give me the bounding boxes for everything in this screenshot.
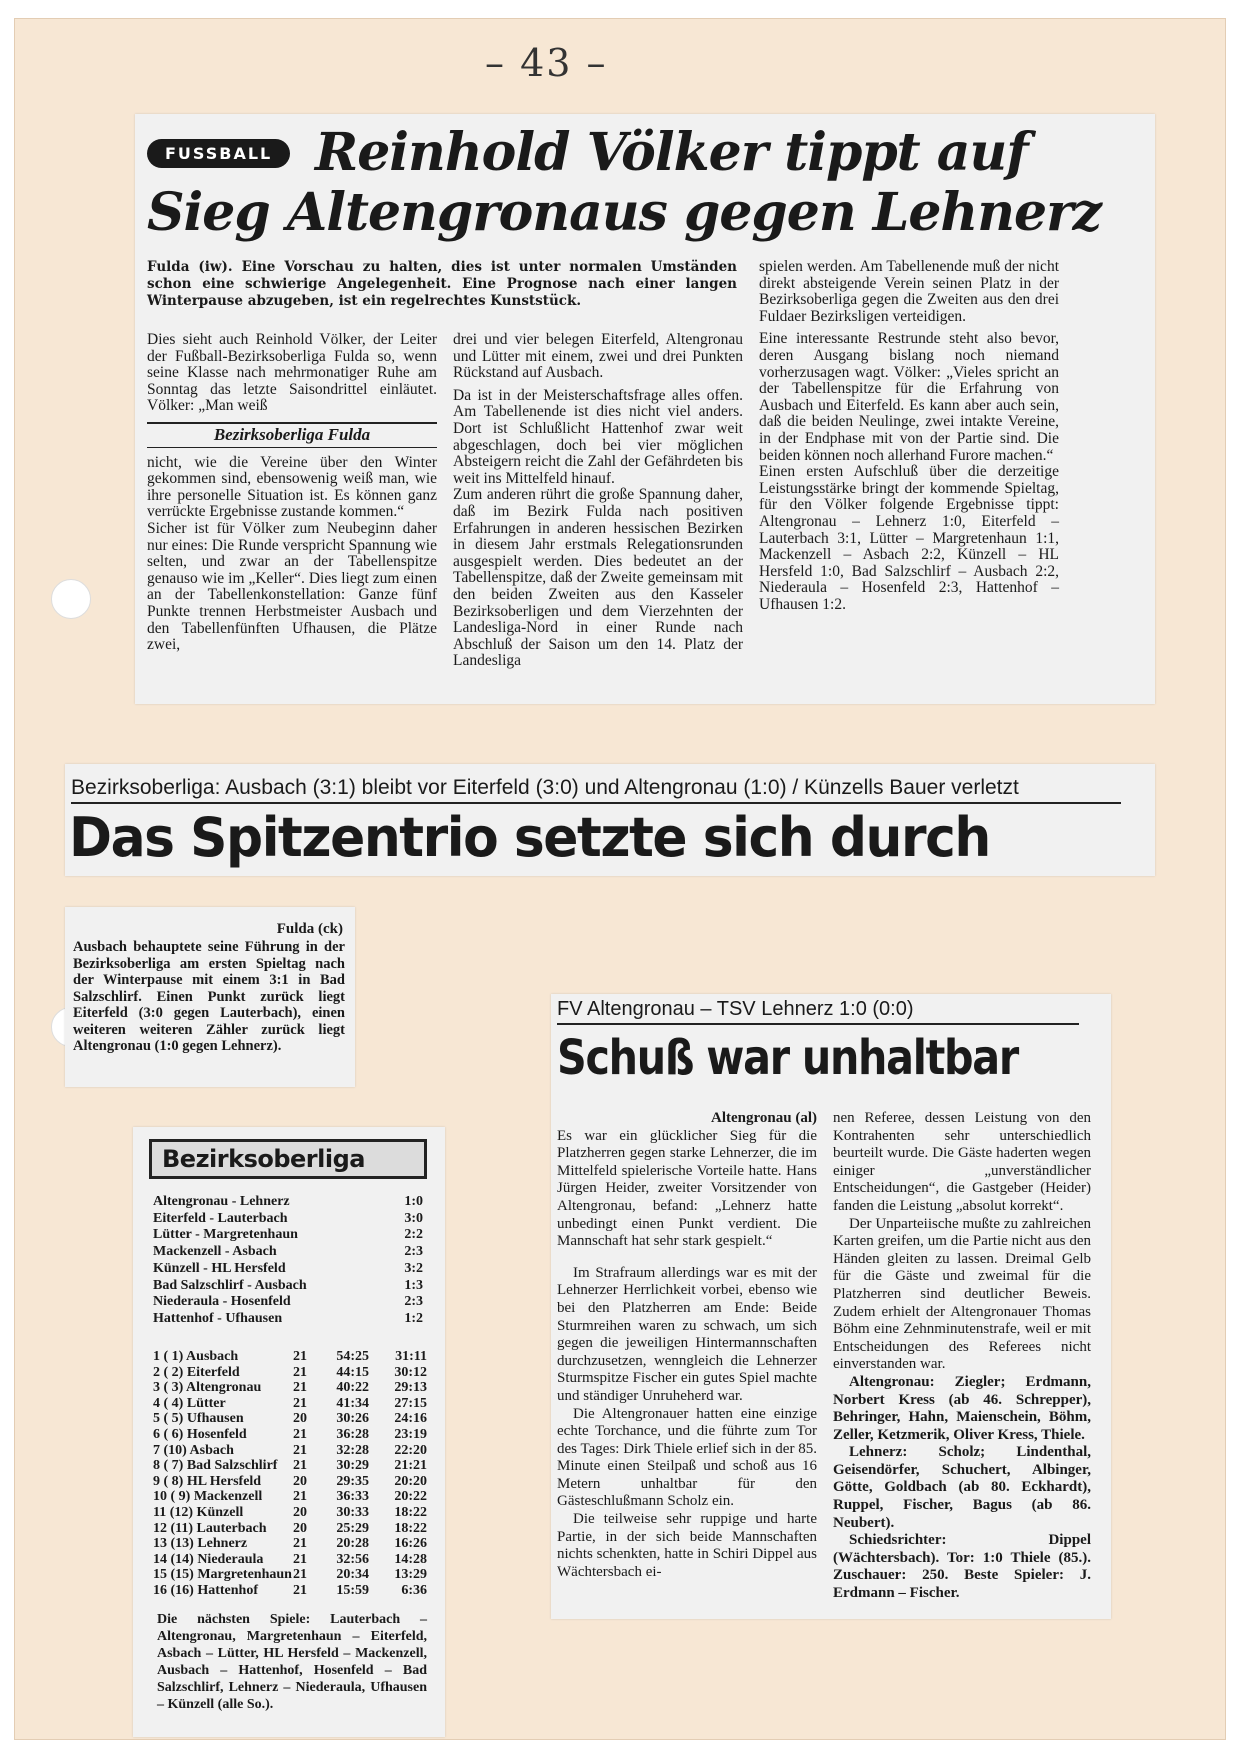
subheadline: FV Altengronau – TSV Lehnerz 1:0 (0:0) (557, 998, 1079, 1025)
points: 31:11 (395, 1349, 427, 1364)
goal-difference: 30:29 (336, 1458, 369, 1474)
table-row (153, 1583, 431, 1599)
games-played: 21 (293, 1364, 307, 1380)
goal-difference: 36:33 (336, 1489, 369, 1505)
points: 16:26 (394, 1536, 427, 1552)
table-row (153, 1567, 431, 1583)
team-position: 7 (10) Asbach (153, 1442, 234, 1458)
games-played: 21 (293, 1551, 307, 1567)
goal-difference: 29:35 (336, 1473, 369, 1489)
table-row (153, 1536, 431, 1552)
handwritten-page-number: – 43 – (485, 41, 608, 85)
paragraph: Die Altengronauer hatten eine einzige echte Torchance, und die führte zum Tor des Tages: Dirk Thiele erlief sich in der 85. Minute einen Steilpaß und schoß aus 16 Metern unhaltbar für den Gästeschlußmann Scholz ein. (557, 1405, 817, 1510)
headline-line2: Sieg Altengronaus gegen Lehnerz (147, 182, 1102, 243)
points: 20:22 (394, 1489, 427, 1505)
goal-difference: 25:29 (336, 1520, 369, 1536)
goal-difference: 20:28 (336, 1536, 369, 1552)
team-position: 14 (14) Niederaula (153, 1551, 264, 1567)
paragraph: Der Unparteiische mußte zu zahlreichen Karten greifen, um die Partie nicht aus den Händen gleiten zu lassen. Dreimal Gelb für die Gäste und zweimal für die Platzherren sind deutlicher Beweis. Zudem erhielt der Altengronauer Thomas Böhm eine Zehnminutenstrafe, weil er mit Entscheidungen des Referees nicht einverstanden war. (833, 1215, 1091, 1373)
result-score: 2:2 (404, 1227, 423, 1243)
points: 14:28 (394, 1551, 427, 1567)
table-row (153, 1474, 431, 1490)
paragraph: nicht, wie die Vereine über den Winter gekommen sind, ebensowenig weiß man, wie ihre personelle Situation ist. Es können ganz verrückte Ergebnisse zustande kommen.“ (147, 453, 437, 521)
goal-difference: 30:33 (336, 1504, 369, 1520)
points: 13:29 (394, 1567, 427, 1583)
goal-difference: 20:34 (336, 1567, 369, 1583)
article-voelker-preview (135, 114, 1155, 704)
result-row (153, 1211, 423, 1228)
dateline: Fulda (ck) (276, 921, 343, 937)
table-row (153, 1489, 431, 1505)
table-row (153, 1521, 431, 1537)
team-position: 6 ( 6) Hosenfeld (153, 1426, 247, 1442)
article-lead: Ausbach behauptete seine Führung in der Bezirksoberliga am ersten Spieltag nach der Winterpause mit einem 3:1 in Bad Salzschlirf. Einen Punkt zurück liegt Eiterfeld (3:0 gegen Lauterbach), einen weiteren weiteren Zähler zurück liegt Altengronau (1:0 gegen Lehnerz). (73, 939, 345, 1054)
goal-difference: 15:59 (336, 1582, 369, 1598)
games-played: 20 (293, 1504, 307, 1520)
paragraph: Es war ein glücklicher Sieg für die Platzherren gegen starke Lehnerzer, die im Mittelfeld spielerische Vorteile hatte. Hans Jürgen Heider, zweiter Vorsitzender von Altengronau, befand: „Lehnerz hatte unbedingt einen Punkt verdient. Die Mannschaft hat sehr stark gespielt.“ (557, 1127, 817, 1250)
headline: Schuß war unhaltbar (557, 1030, 1018, 1086)
goal-difference: 44:15 (336, 1364, 369, 1380)
table-row (153, 1380, 431, 1396)
paragraph: Zum anderen rührt die große Spannung daher, daß im Bezirk Fulda nach positiven Erfahrungen in anderen hessischen Bezirken in diesem Jahr erstmals Relegationsrunden ausgespielt werden. Dies bedeutet an der Tabellenspitze, daß der Zweite gemeinsam mit den beiden Zweiten aus den Kasseler Bezirksoberligen und dem Vierzehnten der Landesliga-Nord in einer Runde nach Abschluß der Saison um den 14. Platz der Landesliga (453, 486, 743, 670)
team-position: 15 (15) Margretenhaun (153, 1567, 292, 1583)
points: 27:15 (394, 1395, 427, 1411)
result-score: 1:2 (404, 1310, 423, 1326)
result-match: Bad Salzschlirf - Ausbach (153, 1277, 307, 1293)
results-list (153, 1194, 423, 1328)
games-played: 21 (293, 1458, 307, 1474)
article-lead: Fulda (iw). Eine Vorschau zu halten, dies ist unter normalen Umständen schon eine schwierige Angelegenheit. Eine Prognose nach einer langen Winterpause abzugeben, ist ein regelrechtes Kunststück. (147, 259, 737, 309)
points: 20:20 (394, 1473, 427, 1489)
paragraph: Die teilweise sehr ruppige und harte Partie, in der sich beide Mannschaften nichts schenkten, hatte in Schiri Dippel aus Wächtersbach ei- (557, 1511, 817, 1580)
table-row (153, 1349, 431, 1365)
goal-difference: 32:28 (336, 1442, 369, 1458)
result-score: 3:2 (404, 1260, 423, 1276)
article-column-2 (833, 1110, 1091, 1603)
article-column-3 (759, 259, 1059, 613)
points: 6:36 (401, 1582, 427, 1598)
result-match: Hattenhof - Ufhausen (153, 1310, 283, 1326)
goal-difference: 40:22 (336, 1380, 369, 1396)
result-score: 2:3 (404, 1294, 423, 1310)
team-position: 9 ( 8) HL Hersfeld (153, 1473, 262, 1489)
table-row (153, 1365, 431, 1381)
dateline: Altengronau (al) (711, 1110, 817, 1126)
subheadline: Bezirksoberliga: Ausbach (3:1) bleibt vor Eiterfeld (3:0) und Altengronau (1:0) / Künzells Bauer verletzt (71, 776, 1121, 804)
table-title: Bezirksoberliga (149, 1139, 427, 1179)
team-position: 3 ( 3) Altengronau (153, 1380, 262, 1396)
result-row (153, 1311, 423, 1328)
points: 24:16 (394, 1411, 427, 1427)
result-match: Lütter - Margretenhaun (153, 1227, 298, 1243)
games-played: 21 (293, 1536, 307, 1552)
team-position: 5 ( 5) Ufhausen (153, 1411, 244, 1427)
points: 29:13 (394, 1380, 427, 1396)
result-row (153, 1227, 423, 1244)
paragraph: drei und vier belegen Eiterfeld, Altengronau und Lütter mit einem, zwei und drei Punkten Rückstand auf Ausbach. (453, 331, 743, 382)
scanned-page (14, 18, 1226, 1740)
table-row (153, 1552, 431, 1568)
team-position: 10 ( 9) Mackenzell (153, 1489, 263, 1505)
match-officials: Schiedsrichter: Dippel (Wächtersbach). Tor: 1:0 Thiele (85.). Zuschauer: 250. Beste Spieler: J. Erdmann – Fischer. (833, 1532, 1091, 1602)
points: 30:12 (394, 1364, 427, 1380)
team-position: 1 ( 1) Ausbach (153, 1349, 239, 1364)
points: 22:20 (394, 1442, 427, 1458)
result-row (153, 1278, 423, 1295)
table-row (153, 1427, 431, 1443)
result-score: 1:3 (404, 1277, 423, 1293)
table-row (153, 1443, 431, 1459)
punch-hole (51, 579, 91, 619)
next-games: Die nächsten Spiele: Lauterbach – Altengronau, Margretenhaun – Eiterfeld, Asbach – Lütter, HL Hersfeld – Mackenzell, Ausbach – Hattenhof, Hosenfeld – Bad Salzschlirf, Lehnerz – Niederaula, Ufhausen – Künzell (alle So.). (157, 1612, 427, 1712)
result-score: 3:0 (404, 1210, 423, 1226)
team-position: 2 ( 2) Eiterfeld (153, 1364, 240, 1380)
games-played: 21 (293, 1582, 307, 1598)
games-played: 20 (293, 1473, 307, 1489)
result-score: 1:0 (404, 1194, 423, 1209)
article-spitzentrio-header (65, 764, 1155, 876)
points: 23:19 (394, 1426, 427, 1442)
article-column-1 (147, 332, 437, 654)
table-row (153, 1458, 431, 1474)
team-position: 16 (16) Hattenhof (153, 1582, 258, 1598)
goal-difference: 54:25 (336, 1349, 369, 1364)
result-score: 2:3 (404, 1244, 423, 1260)
points: 21:21 (394, 1458, 427, 1474)
result-match: Eiterfeld - Lauterbach (153, 1210, 288, 1226)
table-row (153, 1505, 431, 1521)
lineup-altengronau: Altengronau: Ziegler; Erdmann, Norbert Kress (ab 46. Schrepper), Behringer, Hahn, Maienschein, Böhm, Zeller, Ketzmerik, Oliver Kress, Thiele. (833, 1373, 1091, 1443)
headline: Das Spitzentrio setzte sich durch (69, 806, 990, 869)
games-played: 21 (293, 1380, 307, 1396)
games-played: 20 (293, 1520, 307, 1536)
team-position: 12 (11) Lauterbach (153, 1520, 267, 1536)
infobox-label: Bezirksoberliga Fulda (147, 422, 437, 448)
category-badge: FUSSBALL (147, 139, 290, 168)
result-match: Niederaula - Hosenfeld (153, 1294, 291, 1310)
paragraph: Sicher ist für Völker zum Neubeginn daher nur eines: Die Runde verspricht Spannung wie selten, und zwar an der Tabellenspitze genauso wie im „Keller“. Dies liegt zum einen an der Tabellenkonstellation: Ganze fünf Punkte trennen Herbstmeister Ausbach und den Tabellenfünften Ufhausen, die Plätze zwei, (147, 519, 437, 654)
table-row (153, 1396, 431, 1412)
games-played: 21 (293, 1567, 307, 1583)
games-played: 21 (293, 1395, 307, 1411)
article-spitzentrio-lead (65, 907, 355, 1087)
team-position: 4 ( 4) Lütter (153, 1395, 226, 1411)
result-match: Künzell - HL Hersfeld (153, 1260, 286, 1276)
article-column-1 (557, 1110, 817, 1581)
team-position: 13 (13) Lehnerz (153, 1536, 248, 1552)
headline-line1: Reinhold Völker tippt auf (315, 122, 1028, 183)
result-row (153, 1194, 423, 1211)
points: 18:22 (394, 1504, 427, 1520)
result-row (153, 1294, 423, 1311)
result-row (153, 1244, 423, 1261)
paragraph: spielen werden. Am Tabellenende muß der nicht direkt absteigende Verein seinen Platz in der Bezirksoberliga gegen die Zweiten aus den drei Fuldaer Bezirksligen verteidigen. (759, 258, 1059, 325)
paragraph: nen Referee, dessen Leistung von den Kontrahenten sehr unterschiedlich beurteilt wurde. Die Gäste haderten wegen einiger „unverständlicher Entscheidungen“, die Gastgeber (Heider) fanden die Leistung „absolut korrekt“. (833, 1110, 1091, 1214)
lineup-lehnerz: Lehnerz: Scholz; Lindenthal, Geisendörfer, Schuchert, Albinger, Götte, Goldbach (ab 80. Eckhardt), Ruppel, Fischer, Bagus (ab 86. Neubert). (833, 1444, 1091, 1531)
paragraph: Dies sieht auch Reinhold Völker, der Leiter der Fußball-Bezirksoberliga Fulda so, wenn seine Klasse nach mehrmonatiger Ruhe am Sonntag das letzte Saisondrittel einläutet. Völker: „Man weiß (147, 331, 437, 415)
games-played: 20 (293, 1411, 307, 1427)
result-match: Mackenzell - Asbach (153, 1244, 277, 1260)
games-played: 21 (293, 1349, 307, 1364)
games-played: 21 (293, 1489, 307, 1505)
goal-difference: 36:28 (336, 1426, 369, 1442)
goal-difference: 41:34 (336, 1395, 369, 1411)
team-position: 11 (12) Künzell (153, 1504, 244, 1520)
goal-difference: 30:26 (336, 1411, 369, 1427)
result-row (153, 1261, 423, 1278)
standings-table (153, 1349, 431, 1599)
games-played: 21 (293, 1442, 307, 1458)
paragraph: Im Strafraum allerdings war es mit der Lehnerzer Herrlichkeit vorbei, ebenso wie bei den Platzherren am Ende: Beide Sturmreihen waren zu schwach, um sich gegen die jeweiligen Hintermannschaften durchzusetzen, wenngleich die Lehnerzer Sturmspitze Fischer ein gutes Spiel machte und ständiger Unruheherd war. (557, 1264, 817, 1404)
paragraph: Da ist in der Meisterschaftsfrage alles offen. Am Tabellenende ist dies nicht viel anders. Dort ist Schlußlicht Hattenhof zwar weit abgeschlagen, doch bei vier möglichen Absteigern reicht die Zahl der Gefährdeten bis weit ins Mittelfeld hinauf. (453, 386, 743, 487)
games-played: 21 (293, 1426, 307, 1442)
article-match-report (551, 994, 1111, 1619)
table-row (153, 1411, 431, 1427)
paragraph: Einen ersten Aufschluß über die derzeitige Leistungsstärke bringt der kommende Spieltag, für den Völker folgende Ergebnisse tippt: Altengronau – Lehnerz 1:0, Eiterfeld – Lauterbach 3:1, Lütter – Margretenhaun 1:1, Mackenzell – Asbach 2:2, Künzell – HL Hersfeld 1:0, Bad Salzschlirf – Ausbach 2:2, Niederaula – Hosenfeld 2:3, Hattenhof – Ufhausen 1:2. (759, 463, 1059, 613)
paragraph: Eine interessante Restrunde steht also bevor, deren Ausgang bislang noch niemand vorherzusagen wagt. Völker: „Vieles spricht an der Tabellenspitze für die Erfahrung von Ausbach und Eiterfeld. Es kann aber auch sein, daß die beiden Neulinge, zwei intakte Vereine, in der Endphase mit von der Partie sind. Die beiden können noch allerhand Furore machen.“ (759, 330, 1059, 464)
league-table-box (133, 1127, 445, 1737)
points: 18:22 (394, 1520, 427, 1536)
goal-difference: 32:56 (336, 1551, 369, 1567)
result-match: Altengronau - Lehnerz (153, 1194, 290, 1209)
team-position: 8 ( 7) Bad Salzschlirf (153, 1458, 278, 1474)
article-column-2 (453, 332, 743, 670)
